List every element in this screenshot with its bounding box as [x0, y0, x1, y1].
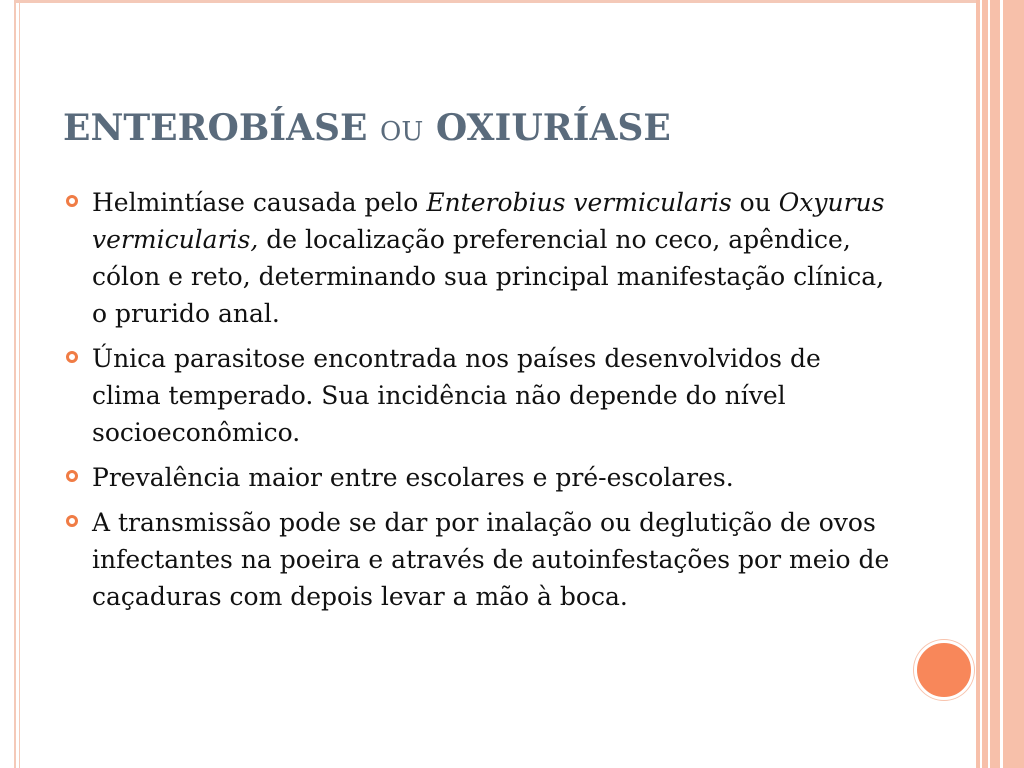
ring-bullet-icon [66, 351, 78, 363]
orange-circle-icon [914, 640, 974, 700]
right-decor-bar-3 [990, 0, 1000, 768]
bullet-item-4 [64, 504, 894, 615]
bullet-list [64, 184, 894, 623]
bullet-1-text-middle: ou [731, 188, 779, 217]
title-part-3: OXIURÍASE [435, 107, 671, 149]
ring-bullet-icon [66, 195, 78, 207]
slide-title [63, 104, 671, 156]
bullet-2-text: Única parasitose encontrada nos países desenvolvidos de clima temperado. Sua incidência não depende do nível socioeconômico. [92, 344, 821, 447]
bullet-item-3 [64, 459, 894, 496]
bullet-4-text: A transmissão pode se dar por inalação ou deglutição de ovos infectantes na poeira e através de autoinfestações por meio de caçaduras com depois levar a mão à boca. [92, 508, 890, 611]
left-frame-line-outer [14, 0, 16, 768]
ring-bullet-icon [66, 470, 78, 482]
bullet-1-text-before: Helmintíase causada pelo [92, 188, 427, 217]
bullet-3-text: Prevalência maior entre escolares e pré-escolares. [92, 463, 734, 492]
title-part-1: ENTEROBÍASE [63, 107, 368, 149]
right-decor-bar-2 [982, 0, 988, 768]
bullet-item-2 [64, 340, 894, 451]
ring-bullet-icon [66, 515, 78, 527]
bullet-1-text-after: de localização preferencial no ceco, apêndice, cólon e reto, determinando sua principal manifestação clínica, o prurido anal. [92, 225, 885, 328]
right-decor-bar-1 [976, 0, 980, 768]
bullet-item-1 [64, 184, 894, 332]
bullet-1-italic-2: Oxyurus vermicularis, [92, 188, 885, 254]
left-frame-line-inner [19, 0, 20, 768]
right-decor-bar-4 [1003, 0, 1024, 768]
bullet-1-italic-1: Enterobius vermicularis [426, 188, 732, 217]
title-part-2: OU [380, 117, 424, 147]
top-frame-line [14, 0, 976, 3]
